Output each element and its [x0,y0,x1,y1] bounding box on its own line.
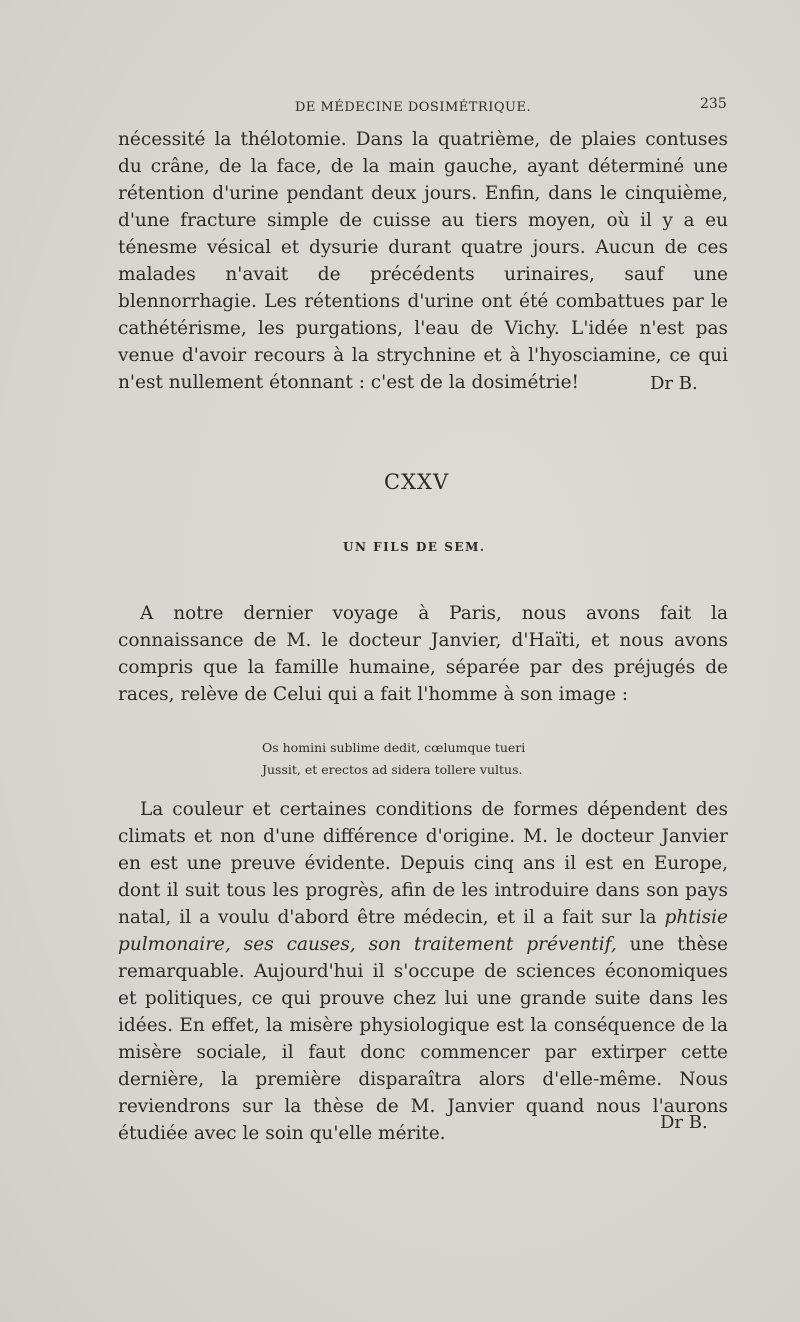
latin-quote [262,737,525,781]
quote-line: Os homini sublime dedit, cœlumque tueri [262,740,526,755]
paragraph-intro [118,600,728,708]
paragraph-text: nécessité la thélotomie. Dans la quatrième, de plaies contuses du crâne, de la face, de la main gauche, ayant déterminé une rétention d'urine pendant deux jours. Enfin, dans le cinquième, d'une fracture simple de cuisse au tiers moyen, où il y a eu ténesme vésical et dysurie durant quatre jours. Aucun de ces malades n'avait de précédents urinaires, sauf une blennorrhagie. Les rétentions d'urine ont été combattues par le cathétérisme, les purgations, l'eau de Vichy. L'idée n'est pas venue d'avoir recours à la strychnine et à l'hyosciamine, ce qui n'est nullement étonnant : c'est de la dosimétrie! [118,129,728,393]
paragraph-body [118,796,728,1147]
quote-line: Jussit, et erectos ad sidera tollere vultus. [262,762,523,777]
paragraph-main [118,796,728,1147]
paragraph-continued [118,126,728,396]
section-title: UN FILS DE SEM. [343,540,486,554]
running-title: DE MÉDECINE DOSIMÉTRIQUE. [295,100,532,115]
paragraph-text-start: La couleur et certaines conditions de formes dépendent des climats et non d'une différence d'origine. M. le docteur Janvier en est une preuve évidente. Depuis cinq ans il est en Europe, dont il suit tous les progrès, afin de les introduire dans son pays natal, il a voulu d'abord être médecin, et il a fait sur la [118,799,728,928]
thesis-title: phtisie pulmonaire, ses causes, son traitement préventif, [118,907,728,955]
paragraph-text: A notre dernier voyage à Paris, nous avons fait la connaissance de M. le docteur Janvier, d'Haïti, et nous avons compris que la famille humaine, séparée par des préjugés de races, relève de Celui qui a fait l'homme à son image : [118,603,728,705]
paragraph-text-end: une thèse remarquable. Aujourd'hui il s'occupe de sciences économiques et politiques, ce qui prouve chez lui une grande suite dans les idées. En effet, la misère physiologique est la conséquence de la misère sociale, il faut donc commencer par extirper cette dernière, la première disparaîtra alors d'elle-même. Nous reviendrons sur la thèse de M. Janvier quand nous l'aurons étudiée avec le soin qu'elle mérite. [118,934,728,1144]
signature: Dr B. [650,373,698,394]
page-number: 235 [700,96,727,112]
signature: Dr B. [660,1112,708,1133]
section-number: CXXV [384,470,450,494]
